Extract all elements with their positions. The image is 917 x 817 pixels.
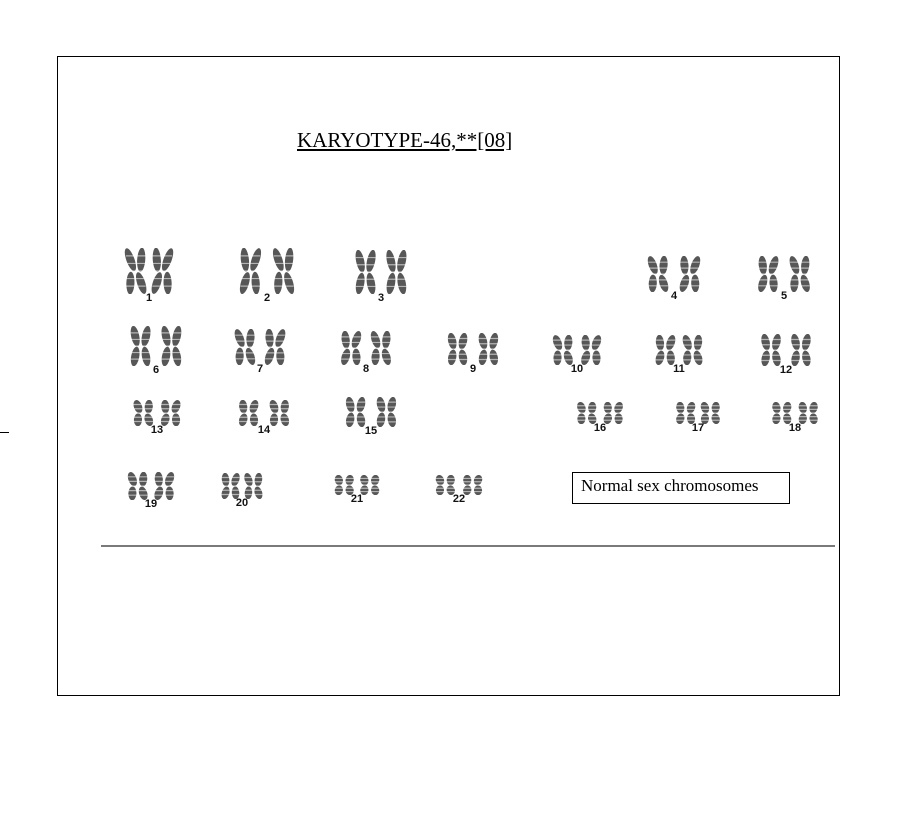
chromosome-number-17: 17 — [691, 422, 705, 434]
chromosome-image-3 — [346, 250, 416, 294]
chromosome-image-11 — [648, 335, 710, 365]
chromosome-number-13: 13 — [150, 424, 164, 436]
chromosome-pair-4 — [638, 256, 710, 308]
chromosome-image-15 — [336, 397, 406, 427]
chromosome-pair-1 — [119, 248, 179, 310]
chromosome-pair-15 — [336, 397, 406, 443]
chromosome-number-15: 15 — [364, 425, 378, 437]
chromosome-image-13 — [126, 400, 188, 426]
chromosome-number-9: 9 — [469, 363, 477, 375]
chromosome-number-3: 3 — [377, 292, 385, 304]
chromosome-image-1 — [119, 248, 179, 294]
sex-chromosomes-label: Normal sex chromosomes — [572, 472, 790, 504]
chromosome-image-17 — [670, 402, 726, 424]
chromosome-number-2: 2 — [263, 292, 271, 304]
chromosome-image-21 — [328, 475, 386, 495]
chromosome-pair-22 — [428, 475, 490, 511]
chromosome-number-18: 18 — [788, 422, 802, 434]
chromosome-image-9 — [438, 333, 508, 365]
chromosome-pair-9 — [438, 333, 508, 381]
chromosome-pair-21 — [328, 475, 386, 511]
chromosome-image-4 — [638, 256, 710, 292]
chromosome-number-19: 19 — [144, 498, 158, 510]
chromosome-image-7 — [226, 329, 294, 365]
chromosome-image-5 — [748, 256, 820, 292]
chromosome-pair-13 — [126, 400, 188, 442]
chromosome-number-1: 1 — [145, 292, 153, 304]
chromosome-number-10: 10 — [570, 363, 584, 375]
chromosome-pair-17 — [670, 402, 726, 440]
karyotype-title: KARYOTYPE-46,**[08] — [297, 128, 513, 152]
chromosome-number-14: 14 — [257, 424, 271, 436]
chromosome-number-7: 7 — [256, 363, 264, 375]
chromosome-number-22: 22 — [452, 493, 466, 505]
chromosome-pair-3 — [346, 250, 416, 310]
chromosome-pair-16 — [570, 402, 630, 440]
chromosome-pair-14 — [229, 400, 299, 442]
chromosome-number-11: 11 — [673, 363, 685, 375]
chromosome-image-22 — [428, 475, 490, 495]
chromosome-image-19 — [121, 472, 181, 500]
chromosome-image-12 — [752, 334, 820, 366]
chromosome-pair-12 — [752, 334, 820, 382]
chromosome-number-4: 4 — [670, 290, 678, 302]
chromosome-pair-20 — [216, 473, 268, 515]
chromosome-image-16 — [570, 402, 630, 424]
chromosome-number-12: 12 — [779, 364, 793, 376]
chromosome-number-6: 6 — [152, 364, 160, 376]
chromosome-pair-19 — [121, 472, 181, 516]
divider-line — [101, 545, 835, 547]
chromosome-number-5: 5 — [780, 290, 788, 302]
chromosome-pair-8 — [332, 331, 400, 381]
chromosome-pair-18 — [765, 402, 825, 440]
chromosome-pair-7 — [226, 329, 294, 381]
chromosome-pair-2 — [229, 248, 305, 310]
chromosome-number-20: 20 — [235, 497, 249, 509]
chromosome-image-10 — [545, 335, 609, 365]
chromosome-image-6 — [121, 326, 191, 366]
chromosome-pair-10 — [545, 335, 609, 381]
chromosome-number-16: 16 — [593, 422, 607, 434]
margin-tick — [0, 432, 9, 433]
chromosome-pair-6 — [121, 326, 191, 382]
chromosome-number-8: 8 — [362, 363, 370, 375]
chromosome-number-21: 21 — [350, 493, 364, 505]
chromosome-image-8 — [332, 331, 400, 365]
chromosome-pair-11 — [648, 335, 710, 381]
chromosome-image-18 — [765, 402, 825, 424]
chromosome-pair-5 — [748, 256, 820, 308]
chromosome-image-14 — [229, 400, 299, 426]
chromosome-image-20 — [216, 473, 268, 499]
chromosome-image-2 — [229, 248, 305, 294]
